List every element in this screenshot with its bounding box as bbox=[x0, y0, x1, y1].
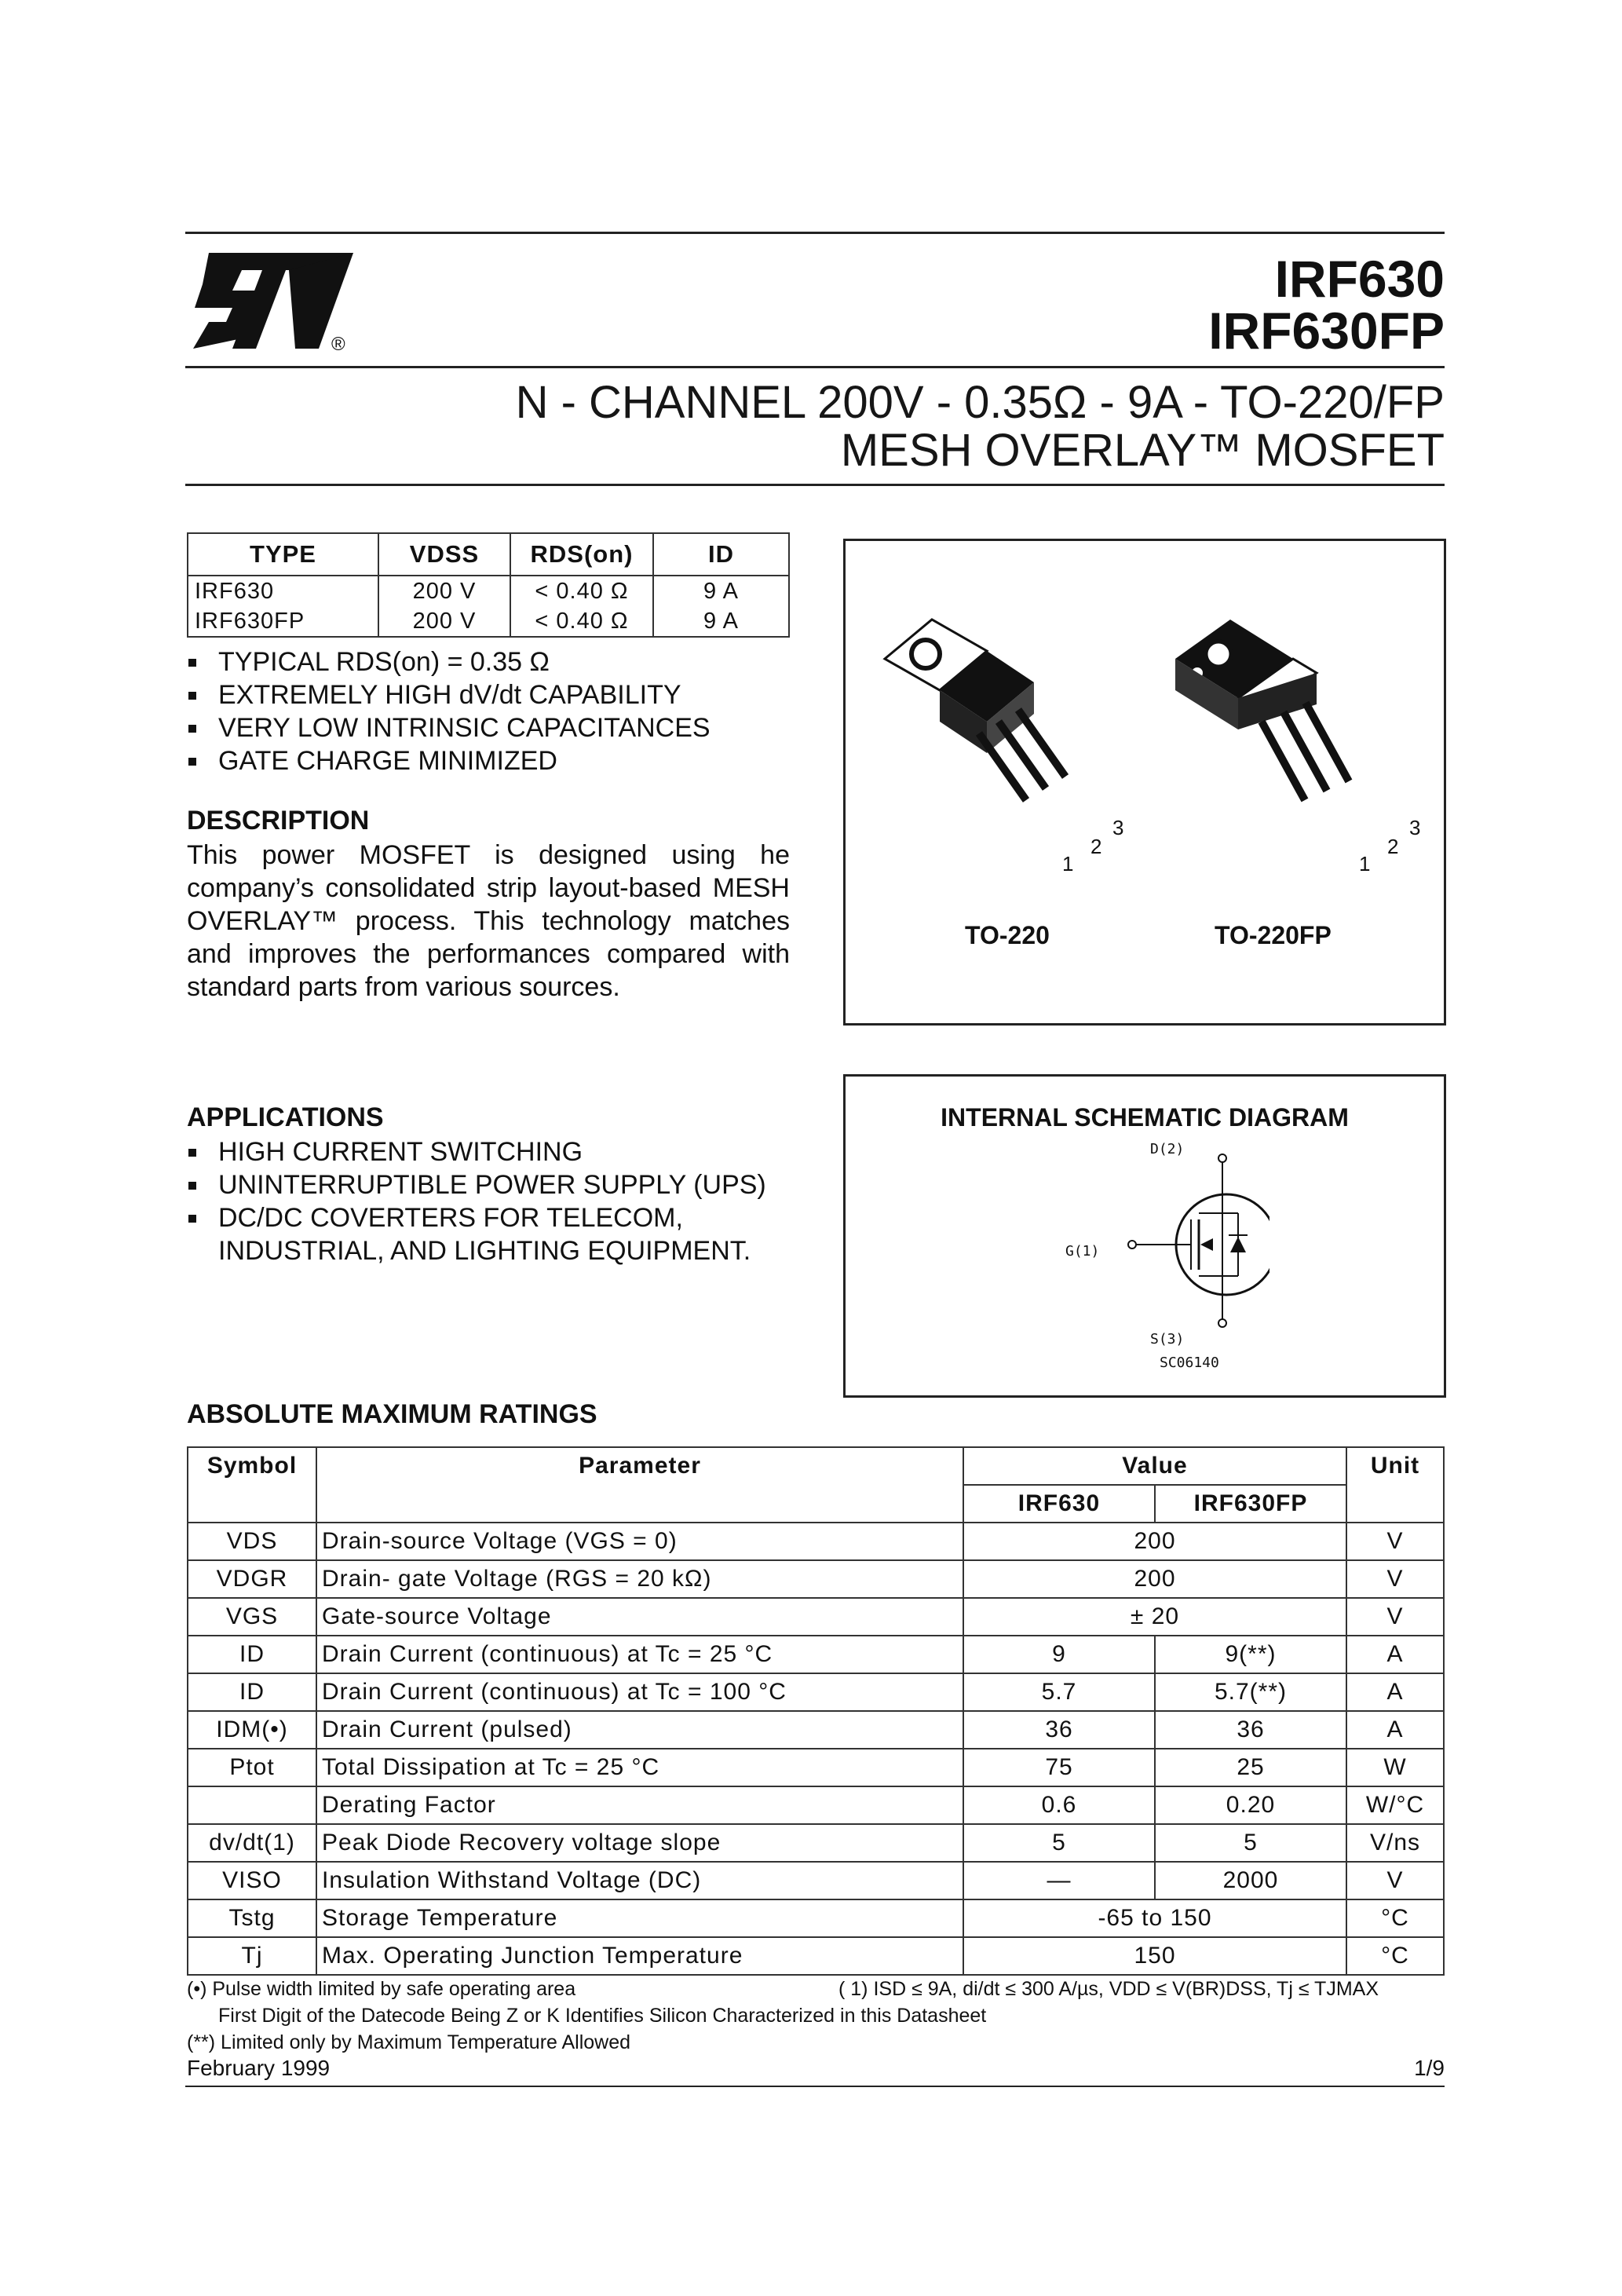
value-cell: -65 to 150 bbox=[963, 1899, 1346, 1937]
footer-date: February 1999 bbox=[187, 2056, 331, 2080]
parameter-cell: Max. Operating Junction Temperature bbox=[316, 1937, 963, 1975]
symbol-cell bbox=[188, 1786, 316, 1824]
parameter-cell: Derating Factor bbox=[316, 1786, 963, 1824]
th-type: TYPE bbox=[188, 533, 378, 576]
application-item: HIGH CURRENT SWITCHING bbox=[187, 1135, 799, 1168]
application-item-continuation: INDUSTRIAL, AND LIGHTING EQUIPMENT. bbox=[218, 1236, 751, 1266]
value-cell: 200 bbox=[963, 1560, 1346, 1598]
unit-cell: °C bbox=[1346, 1899, 1444, 1937]
type-table bbox=[187, 532, 790, 638]
ratings-row bbox=[188, 1711, 1444, 1749]
footnote-dvdt: ( 1) ISD ≤ 9A, di/dt ≤ 300 A/µs, VDD ≤ V(BR)DSS, Tj ≤ TJMAX bbox=[838, 1978, 1379, 2000]
application-item: DC/DC COVERTERS FOR TELECOM, bbox=[187, 1201, 799, 1234]
id-cell: 9 A bbox=[653, 576, 789, 606]
unit-cell: V bbox=[1346, 1523, 1444, 1560]
parameter-cell: Drain-source Voltage (VGS = 0) bbox=[316, 1523, 963, 1560]
th-parameter: Parameter bbox=[316, 1447, 963, 1523]
pin-label-2: 2 bbox=[1387, 835, 1399, 858]
th-unit: Unit bbox=[1346, 1447, 1444, 1523]
value-irf630-cell: — bbox=[963, 1862, 1155, 1899]
type-table-header bbox=[188, 533, 789, 576]
application-item: UNINTERRUPTIBLE POWER SUPPLY (UPS) bbox=[187, 1168, 799, 1201]
rds-cell: < 0.40 Ω bbox=[510, 576, 653, 606]
schematic-box bbox=[843, 1074, 1446, 1398]
header-rule bbox=[185, 366, 1445, 368]
feature-item: VERY LOW INTRINSIC CAPACITANCES bbox=[187, 711, 799, 744]
unit-cell: W bbox=[1346, 1749, 1444, 1786]
subtitle-line-2: MESH OVERLAY™ MOSFET bbox=[840, 425, 1445, 476]
package-label-to220: TO-220 bbox=[965, 921, 1050, 949]
symbol-cell: Ptot bbox=[188, 1749, 316, 1786]
value-irf630fp-cell: 9(**) bbox=[1155, 1636, 1346, 1673]
parameter-cell: Peak Diode Recovery voltage slope bbox=[316, 1824, 963, 1862]
symbol-cell: ID bbox=[188, 1673, 316, 1711]
feature-item: EXTREMELY HIGH dV/dt CAPABILITY bbox=[187, 678, 799, 711]
to220-package-drawing bbox=[869, 572, 1136, 808]
top-rule bbox=[185, 232, 1445, 234]
unit-cell: A bbox=[1346, 1711, 1444, 1749]
value-cell: ± 20 bbox=[963, 1598, 1346, 1636]
value-irf630-cell: 75 bbox=[963, 1749, 1155, 1786]
ratings-row bbox=[188, 1598, 1444, 1636]
source-label: S(3) bbox=[1150, 1331, 1185, 1347]
package-label-to220fp: TO-220FP bbox=[1215, 921, 1332, 949]
applications-heading: APPLICATIONS bbox=[187, 1102, 384, 1132]
value-irf630-cell: 5 bbox=[963, 1824, 1155, 1862]
parameter-cell: Drain Current (continuous) at Tc = 100 °C bbox=[316, 1673, 963, 1711]
symbol-cell: Tstg bbox=[188, 1899, 316, 1937]
value-irf630-cell: 9 bbox=[963, 1636, 1155, 1673]
unit-cell: V bbox=[1346, 1560, 1444, 1598]
id-cell: 9 A bbox=[653, 606, 789, 637]
type-cell: IRF630FP bbox=[188, 606, 378, 637]
value-irf630fp-cell: 2000 bbox=[1155, 1862, 1346, 1899]
schematic-code: SC06140 bbox=[1160, 1355, 1219, 1371]
type-row bbox=[188, 606, 789, 637]
pin-label-3: 3 bbox=[1112, 816, 1124, 839]
unit-cell: V bbox=[1346, 1862, 1444, 1899]
st-logo bbox=[185, 250, 358, 352]
value-irf630-cell: 5.7 bbox=[963, 1673, 1155, 1711]
th-symbol: Symbol bbox=[188, 1447, 316, 1523]
symbol-cell: IDM(•) bbox=[188, 1711, 316, 1749]
th-irf630fp: IRF630FP bbox=[1155, 1485, 1346, 1523]
unit-cell: V bbox=[1346, 1598, 1444, 1636]
type-cell: IRF630 bbox=[188, 576, 378, 606]
value-irf630fp-cell: 36 bbox=[1155, 1711, 1346, 1749]
ratings-row bbox=[188, 1899, 1444, 1937]
ratings-row bbox=[188, 1824, 1444, 1862]
applications-list bbox=[187, 1135, 799, 1267]
th-value: Value bbox=[963, 1447, 1346, 1485]
th-id: ID bbox=[653, 533, 789, 576]
ratings-row bbox=[188, 1560, 1444, 1598]
value-irf630-cell: 0.6 bbox=[963, 1786, 1155, 1824]
part-number-2: IRF630FP bbox=[1208, 302, 1445, 360]
ratings-header-row bbox=[188, 1447, 1444, 1485]
footer-page: 1/9 bbox=[1414, 2056, 1445, 2080]
unit-cell: A bbox=[1346, 1636, 1444, 1673]
package-box bbox=[843, 539, 1446, 1026]
pin-label-3: 3 bbox=[1409, 816, 1421, 839]
parameter-cell: Insulation Withstand Voltage (DC) bbox=[316, 1862, 963, 1899]
unit-cell: V/ns bbox=[1346, 1824, 1444, 1862]
schematic-title: INTERNAL SCHEMATIC DIAGRAM bbox=[941, 1103, 1349, 1132]
pin-label-1: 1 bbox=[1359, 852, 1371, 876]
parameter-cell: Storage Temperature bbox=[316, 1899, 963, 1937]
symbol-cell: ID bbox=[188, 1636, 316, 1673]
ratings-heading: ABSOLUTE MAXIMUM RATINGS bbox=[187, 1399, 597, 1429]
ratings-row bbox=[188, 1937, 1444, 1975]
pin-label-1: 1 bbox=[1062, 852, 1074, 876]
svg-text:®: ® bbox=[331, 334, 345, 352]
symbol-cell: dv/dt(1) bbox=[188, 1824, 316, 1862]
symbol-cell: Tj bbox=[188, 1937, 316, 1975]
rds-cell: < 0.40 Ω bbox=[510, 606, 653, 637]
mosfet-symbol bbox=[1034, 1143, 1269, 1331]
description-text: This power MOSFET is designed using he company’s consolidated strip layout-based MESH OVERLAY™ process. This technology matches and improves the performances compared with standard parts from various sources. bbox=[187, 840, 790, 1002]
ratings-row bbox=[188, 1636, 1444, 1673]
value-irf630fp-cell: 5 bbox=[1155, 1824, 1346, 1862]
feature-item: TYPICAL RDS(on) = 0.35 Ω bbox=[187, 645, 799, 678]
part-number-1: IRF630 bbox=[1274, 250, 1445, 308]
subtitle-line-1: N - CHANNEL 200V - 0.35Ω - 9A - TO-220/FP bbox=[515, 377, 1445, 428]
symbol-cell: VISO bbox=[188, 1862, 316, 1899]
footnote-pulse: (•) Pulse width limited by safe operating area bbox=[187, 1978, 576, 2000]
feature-list bbox=[187, 645, 799, 777]
ratings-row bbox=[188, 1749, 1444, 1786]
unit-cell: W/°C bbox=[1346, 1786, 1444, 1824]
to220fp-package-drawing bbox=[1160, 572, 1427, 808]
vdss-cell: 200 V bbox=[378, 576, 510, 606]
ratings-row bbox=[188, 1862, 1444, 1899]
footer-rule bbox=[185, 2086, 1445, 2087]
symbol-cell: VDS bbox=[188, 1523, 316, 1560]
ratings-table bbox=[187, 1446, 1445, 1976]
value-irf630fp-cell: 0.20 bbox=[1155, 1786, 1346, 1824]
value-cell: 200 bbox=[963, 1523, 1346, 1560]
description-heading: DESCRIPTION bbox=[187, 806, 370, 835]
parameter-cell: Gate-source Voltage bbox=[316, 1598, 963, 1636]
drain-label: D(2) bbox=[1150, 1141, 1185, 1157]
footnote-datecode: First Digit of the Datecode Being Z or K Identifies Silicon Characterized in this Datasheet bbox=[218, 2005, 987, 2027]
value-irf630fp-cell: 25 bbox=[1155, 1749, 1346, 1786]
ratings-row bbox=[188, 1673, 1444, 1711]
parameter-cell: Drain Current (pulsed) bbox=[316, 1711, 963, 1749]
feature-item: GATE CHARGE MINIMIZED bbox=[187, 744, 799, 777]
parameter-cell: Drain Current (continuous) at Tc = 25 °C bbox=[316, 1636, 963, 1673]
symbol-cell: VDGR bbox=[188, 1560, 316, 1598]
unit-cell: °C bbox=[1346, 1937, 1444, 1975]
type-row bbox=[188, 576, 789, 606]
symbol-cell: VGS bbox=[188, 1598, 316, 1636]
ratings-body bbox=[188, 1523, 1444, 1975]
pin-label-2: 2 bbox=[1090, 835, 1102, 858]
value-cell: 150 bbox=[963, 1937, 1346, 1975]
th-irf630: IRF630 bbox=[963, 1485, 1155, 1523]
gate-label: G(1) bbox=[1065, 1243, 1100, 1260]
subtitle-rule bbox=[185, 484, 1445, 486]
footnote-limited: (**) Limited only by Maximum Temperature Allowed bbox=[187, 2031, 631, 2053]
value-irf630fp-cell: 5.7(**) bbox=[1155, 1673, 1346, 1711]
th-vdss: VDSS bbox=[378, 533, 510, 576]
parameter-cell: Total Dissipation at Tc = 25 °C bbox=[316, 1749, 963, 1786]
th-rds: RDS(on) bbox=[510, 533, 653, 576]
ratings-row bbox=[188, 1523, 1444, 1560]
unit-cell: A bbox=[1346, 1673, 1444, 1711]
vdss-cell: 200 V bbox=[378, 606, 510, 637]
parameter-cell: Drain- gate Voltage (RGS = 20 kΩ) bbox=[316, 1560, 963, 1598]
ratings-row bbox=[188, 1786, 1444, 1824]
value-irf630-cell: 36 bbox=[963, 1711, 1155, 1749]
